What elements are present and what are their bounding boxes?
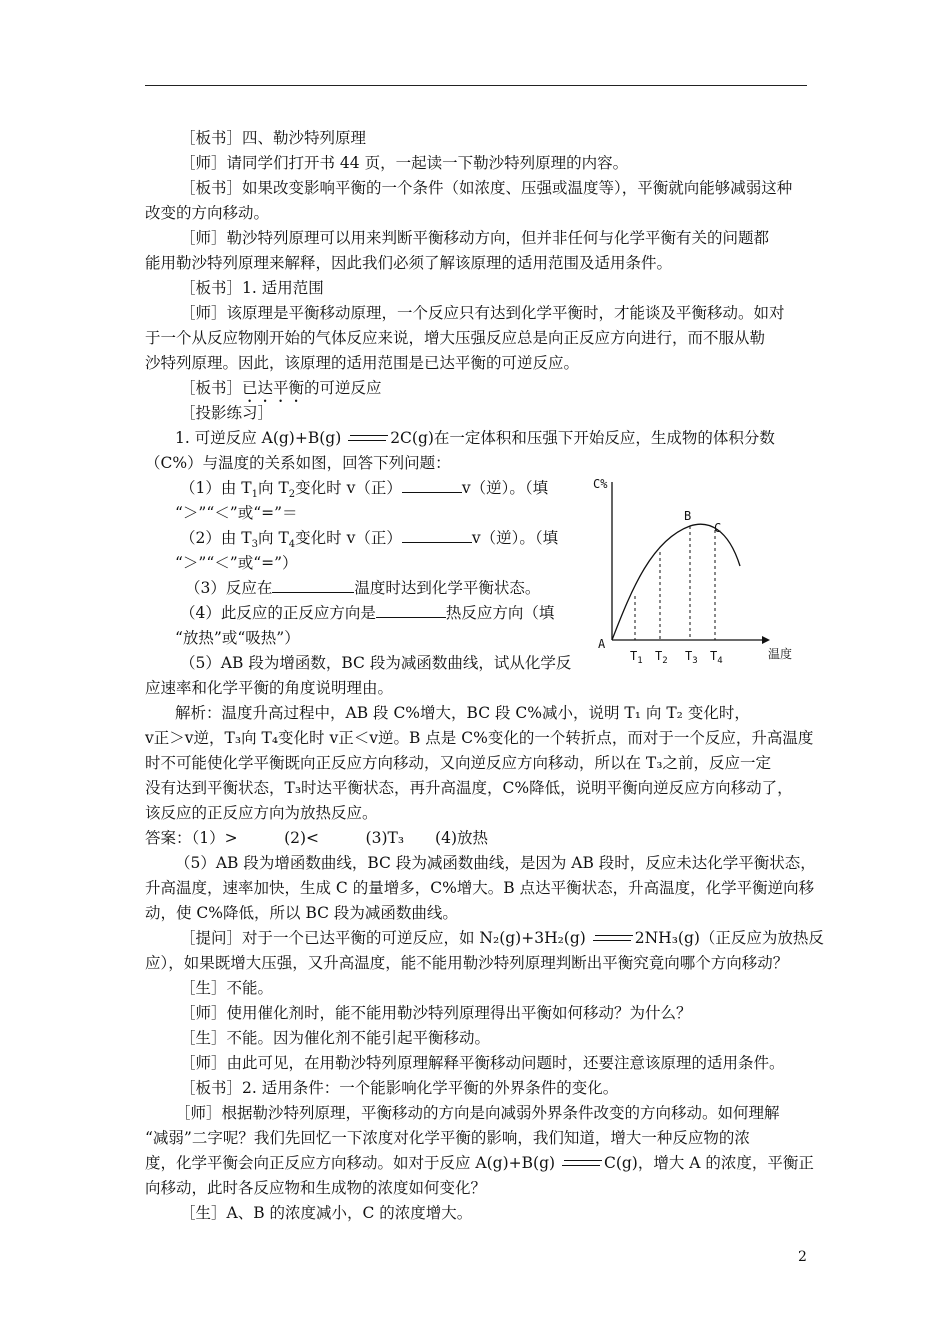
analysis-1: 解析：温度升高过程中，AB 段 C%增大，BC 段 C%减小，说明 T₁ 向 T₂ 变化时， <box>175 704 750 722</box>
teacher-6-cont1: “减弱”二字呢？我们先回忆一下浓度对化学平衡的影响，我们知道，增大一种反应物的浓 <box>145 1129 750 1147</box>
para-board-scope: ［板书］1. 适用范围 <box>180 279 324 297</box>
question-2 <box>180 528 558 555</box>
analysis-4: 没有达到平衡状态，T₃时达平衡状态，再升高温度，C%降低，说明平衡向逆反应方向移动了， <box>145 779 793 797</box>
q1-sub-2: 2 <box>288 489 296 501</box>
para-board-title: ［板书］四、勒沙特列原理 <box>180 129 367 147</box>
t4-label: $T_4$ <box>710 649 723 665</box>
answer-5-c: 动，使 C%降低，所以 BC 段为减函数曲线。 <box>145 904 458 922</box>
para-teacher-3-cont1: 于一个从反应物刚开始的气体反应来说，增大压强反应总是向正反应方向进行，而不服从勒 <box>145 329 766 347</box>
q2-text-b: 向 T <box>258 529 289 547</box>
t3-label: $T_3$ <box>685 649 698 665</box>
question-5-cont: 应速率和化学平衡的角度说明理由。 <box>145 679 394 697</box>
point-c-label: C <box>714 521 722 535</box>
student-1: ［生］不能。 <box>180 979 274 997</box>
para-teacher-2-cont: 能用勒沙特列原理来解释，因此我们必须了解该原理的适用范围及适用条件。 <box>145 254 673 272</box>
question-prompt <box>180 928 824 948</box>
question-4-options: “放热”或“吸热”） <box>175 629 300 647</box>
t1-label: $T_1$ <box>630 649 643 665</box>
q1-text-b: 向 T <box>258 479 289 497</box>
page-number: 2 <box>798 1249 807 1265</box>
y-axis-label: C% <box>593 477 608 491</box>
analysis-2: v正＞v逆，T₃向 T₄变化时 v正＜v逆。B 点是 C%变化的一个转折点，而对于一个反应，升高温度 <box>145 729 814 747</box>
teacher-6-cont2-a: 度，化学平衡会向正反应方向移动。如对于反应 A(g)+B(g) <box>145 1154 560 1172</box>
teacher-5: ［师］由此可见，在用勒沙特列原理解释平衡移动问题时，还要注意该原理的适用条件。 <box>180 1054 785 1072</box>
question-prompt-b: 2NH₃(g)（正反应为放热反 <box>634 929 824 947</box>
q1-sub-1: 1 <box>251 489 259 501</box>
para-teacher-3-cont2: 沙特列原理。因此，该原理的适用范围是已达平衡的可逆反应。 <box>145 354 580 372</box>
q2-text-a: （2）由 T <box>180 529 252 547</box>
q3-text-b: 温度时达到化学平衡状态。 <box>354 579 541 597</box>
q2-text-c: 变化时 v（正） <box>295 529 402 547</box>
question-4 <box>180 603 554 623</box>
para-teacher-3: ［师］该原理是平衡移动原理，一个反应只有达到化学平衡时，才能谈及平衡移动。如对 <box>180 304 785 322</box>
para-teacher-2: ［师］勒沙特列原理可以用来判断平衡移动方向，但并非任何与化学平衡有关的问题都 <box>180 229 770 247</box>
exercise-stem <box>175 428 775 448</box>
t2-label: $T_2$ <box>655 649 668 665</box>
exercise-stem-b: 2C(g)在一定体积和压强下开始反应，生成物的体积分数 <box>390 429 775 447</box>
para-board-principle-cont: 改变的方向移动。 <box>145 204 270 222</box>
x-axis-label: 温度 <box>768 647 793 661</box>
point-b-label: B <box>684 509 692 523</box>
question-3 <box>185 578 540 598</box>
student-3: ［生］A、B 的浓度减小，C 的浓度增大。 <box>180 1204 473 1222</box>
analysis-3: 时不可能使化学平衡既向正反应方向移动，又向逆反应方向移动，所以在 T₃之前，反应一定 <box>145 754 771 772</box>
q4-text-a: （4）此反应的正反应方向是 <box>180 604 376 622</box>
q2-sub-1: 3 <box>251 539 259 551</box>
q3-answer-blank[interactable] <box>272 578 354 593</box>
analysis-5: 该反应的正反应方向为放热反应。 <box>145 804 378 822</box>
para-teacher-1: ［师］请同学们打开书 44 页，一起读一下勒沙特列原理的内容。 <box>180 154 629 172</box>
c-percent-vs-temperature-figure <box>590 470 805 665</box>
emphasized-text: 已达平衡 <box>242 379 305 397</box>
q4-answer-blank[interactable] <box>376 603 446 618</box>
teacher-4: ［师］使用催化剂时，能不能用勒沙特列原理得出平衡如何移动？为什么？ <box>180 1004 692 1022</box>
board-conditions: ［板书］2. 适用条件：一个能影响化学平衡的外界条件的变化。 <box>180 1079 619 1097</box>
q1-text-c: 变化时 v（正） <box>295 479 402 497</box>
q2-sub-2: 4 <box>288 539 296 551</box>
question-1-options: “＞”“＜”或“=”＝ <box>175 504 298 522</box>
para-board-scope-answer <box>180 378 382 406</box>
teacher-6-cont3: 向移动，此时各反应物和生成物的浓度如何变化？ <box>145 1179 487 1197</box>
answer-5-a: （5）AB 段为增函数曲线，BC 段为减函数曲线，是因为 AB 段时，反应未达化学平衡状态， <box>175 854 816 872</box>
equilibrium-arrow-icon <box>591 932 635 946</box>
equilibrium-arrow-icon <box>346 432 390 446</box>
q2-text-d: v（逆）。（填 <box>471 529 559 547</box>
exercise-stem-a: 1. 可逆反应 A(g)+B(g) <box>175 429 347 447</box>
exercise-stem-cont: （C%）与温度的关系如图，回答下列问题： <box>145 454 451 472</box>
question-1 <box>180 478 548 505</box>
q1-text-a: （1）由 T <box>180 479 252 497</box>
q2-answer-blank[interactable] <box>402 528 472 543</box>
question-prompt-cont: 应），如果既增大压强，又升高温度，能不能用勒沙特列原理判断出平衡究竟向哪个方向移动？ <box>145 954 789 972</box>
board-suffix: 的可逆反应 <box>304 379 382 397</box>
question-2-options: “＞”“＜”或“=”） <box>175 554 298 572</box>
header-rule <box>145 85 807 86</box>
origin-label: A <box>598 637 606 651</box>
student-2: ［生］不能。因为催化剂不能引起平衡移动。 <box>180 1029 491 1047</box>
para-board-principle: ［板书］如果改变影响平衡的一个条件（如浓度、压强或温度等），平衡就向能够减弱这种 <box>180 179 793 197</box>
teacher-6-cont2-c: ，增大 A 的浓度，平衡正 <box>637 1154 814 1172</box>
question-5: （5）AB 段为增函数，BC 段为减函数曲线，试从化学反 <box>180 654 572 672</box>
teacher-6-cont2 <box>145 1153 814 1173</box>
teacher-6: ［师］根据勒沙特列原理，平衡移动的方向是向减弱外界条件改变的方向移动。如何理解 <box>175 1104 780 1122</box>
equilibrium-arrow-icon <box>560 1157 604 1171</box>
answers-line: 答案：（1）> (2)< (3)T₃ (4)放热 <box>145 829 489 847</box>
answer-5-b: 升高温度，速率加快，生成 C 的量增多，C%增大。B 点达平衡状态，升高温度，化学平衡逆向移 <box>145 879 815 897</box>
q1-text-d: v（逆）。（填 <box>461 479 549 497</box>
teacher-6-cont2-product: C(g) <box>603 1154 638 1172</box>
q3-text-a: （3）反应在 <box>185 579 273 597</box>
question-prompt-a: ［提问］对于一个已达平衡的可逆反应，如 N₂(g)+3H₂(g) <box>180 929 591 947</box>
board-prefix: ［板书］ <box>180 379 243 397</box>
q4-text-b: 热反应方向（填 <box>445 604 555 622</box>
c-percent-curve <box>612 524 740 640</box>
x-axis-arrow-icon <box>762 636 770 644</box>
q1-answer-blank[interactable] <box>402 478 462 493</box>
para-projection: ［投影练习］ <box>180 404 274 422</box>
